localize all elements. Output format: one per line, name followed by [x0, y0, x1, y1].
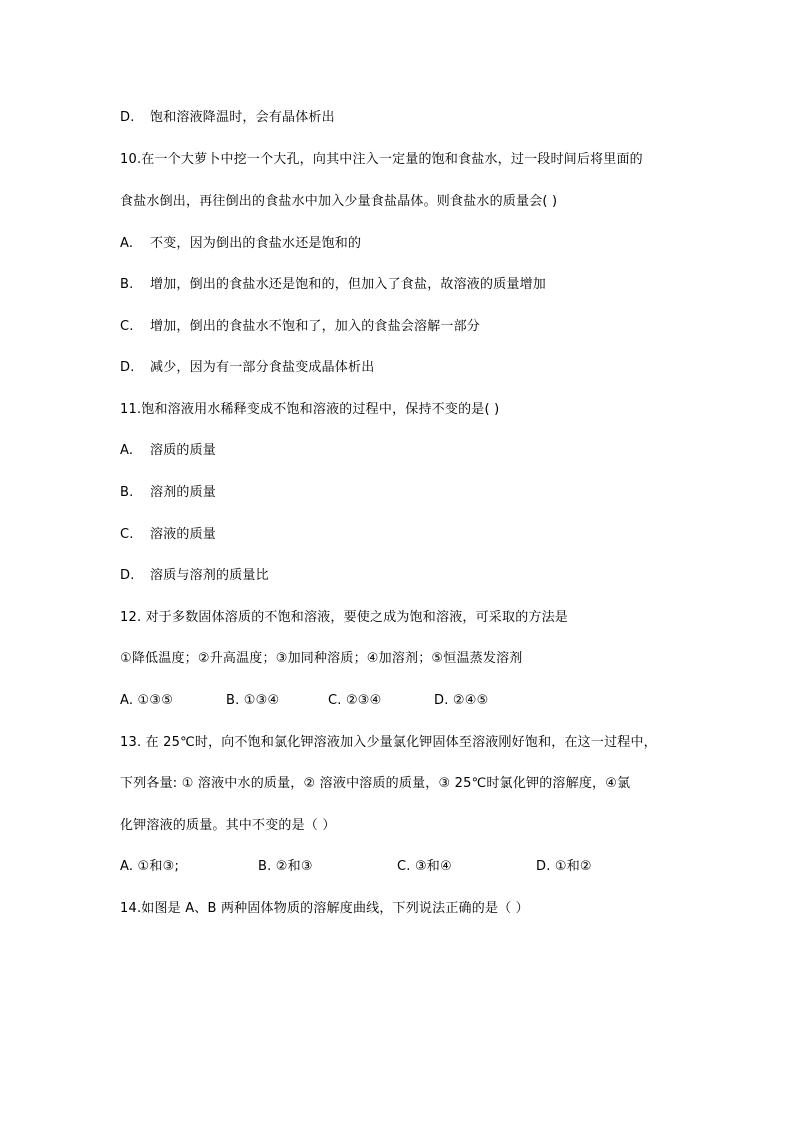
q11-stem: 11.饱和溶液用水稀释变成不饱和溶液的过程中，保持不变的是( ) — [120, 402, 500, 417]
q10-option-a — [120, 236, 361, 252]
option-text: 溶液的质量 — [150, 527, 217, 542]
q13-choice-d: D. ①和② — [536, 859, 592, 874]
q14-stem: 14.如图是 A、B 两种固体物质的溶解度曲线，下列说法正确的是（ ） — [120, 901, 529, 916]
q10-option-b — [120, 277, 546, 293]
q12-choice-c: C. ②③④ — [328, 693, 382, 708]
q12-choice-b: B. ①③④ — [226, 693, 280, 708]
option-text: 饱和溶液降温时，会有晶体析出 — [150, 110, 335, 125]
q13-choice-c: C. ③和④ — [397, 859, 452, 874]
option-label: A. — [120, 443, 134, 458]
q12-methods: ①降低温度；②升高温度；③加同种溶质；④加溶剂；⑤恒温蒸发溶剂 — [120, 651, 523, 666]
option-label: D. — [120, 110, 135, 125]
q10-stem-line-2: 食盐水倒出，再往倒出的食盐水中加入少量食盐晶体。则食盐水的质量会( ) — [120, 194, 558, 209]
q11-option-b — [120, 485, 216, 501]
option-label: B. — [120, 485, 134, 500]
q11-option-c — [120, 527, 216, 543]
option-label: D. — [120, 360, 135, 375]
q13-choice-a: A. ①和③; — [120, 859, 180, 874]
option-text: 减少，因为有一部分食盐变成晶体析出 — [150, 360, 375, 375]
option-text: 溶质与溶剂的质量比 — [150, 568, 269, 583]
option-text: 增加，倒出的食盐水不饱和了，加入的食盐会溶解一部分 — [150, 319, 481, 334]
q13-stem-line-1: 13. 在 25℃时，向不饱和氯化钾溶液加入少量氯化钾固体至溶液刚好饱和，在这一过程中， — [120, 735, 657, 750]
option-label: B. — [120, 277, 134, 292]
q10-option-d — [120, 360, 374, 376]
q10-option-c — [120, 319, 480, 335]
option-text: 不变，因为倒出的食盐水还是饱和的 — [150, 236, 362, 251]
q10-stem-line-1: 10.在一个大萝卜中挖一个大孔，向其中注入一定量的饱和食盐水，过一段时间后将里面的 — [120, 152, 643, 167]
q9-option-d — [120, 110, 335, 126]
q12-choice-d: D. ②④⑤ — [434, 693, 489, 708]
option-label: D. — [120, 568, 135, 583]
option-label: C. — [120, 527, 134, 542]
q13-stem-line-3: 化钾溶液的质量。其中不变的是（ ） — [120, 818, 336, 833]
q11-option-a — [120, 443, 216, 459]
option-text: 溶质的质量 — [150, 443, 217, 458]
q12-stem: 12. 对于多数固体溶质的不饱和溶液，要使之成为饱和溶液，可采取的方法是 — [120, 610, 569, 625]
q12-choice-a: A. ①③⑤ — [120, 693, 174, 708]
q13-choice-b: B. ②和③ — [258, 859, 313, 874]
option-label: A. — [120, 236, 134, 251]
option-text: 增加，倒出的食盐水还是饱和的，但加入了食盐，故溶液的质量增加 — [150, 277, 547, 292]
q11-option-d — [120, 568, 269, 584]
option-label: C. — [120, 319, 134, 334]
q13-stem-line-2: 下列各量: ① 溶液中水的质量，② 溶液中溶质的质量，③ 25℃时氯化钾的溶解度，④氯 — [120, 776, 631, 791]
option-text: 溶剂的质量 — [150, 485, 217, 500]
